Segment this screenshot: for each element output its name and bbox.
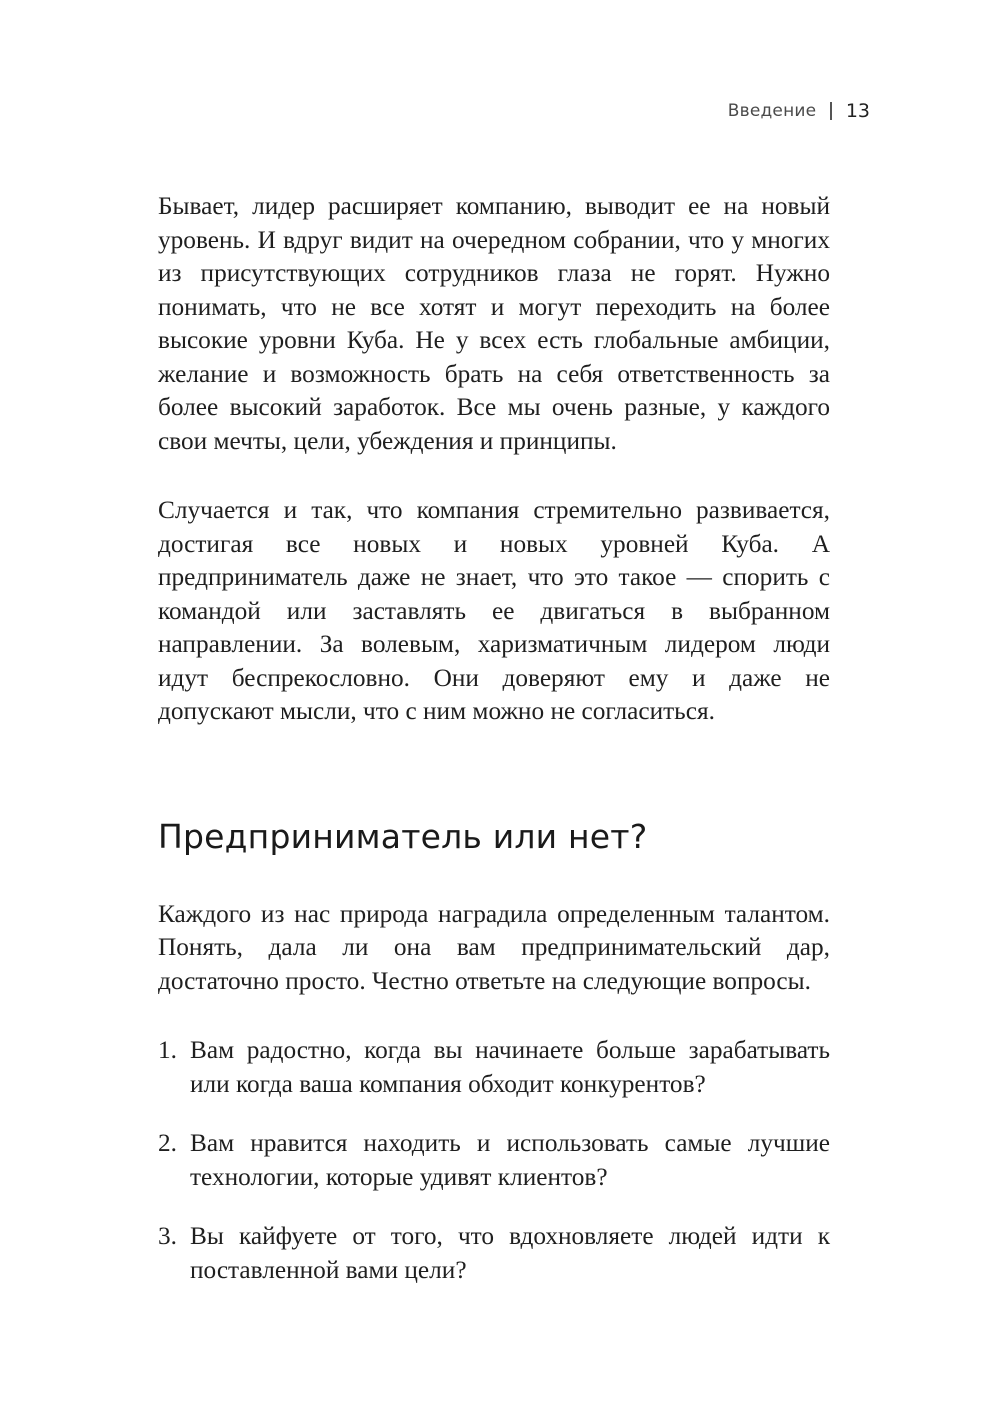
list-item-text: Вы кайфуете от того, что вдохновляете людей идти к поставленной вами цели? bbox=[190, 1222, 830, 1284]
section-intro: Каждого из нас природа наградила определенным талантом. Понять, дала ли она вам предпринимательский дар, достаточно просто. Честно ответьте на следующие вопросы. bbox=[158, 899, 830, 995]
header-divider bbox=[830, 102, 832, 120]
page-number: 13 bbox=[845, 100, 870, 122]
page-body bbox=[158, 190, 830, 1313]
list-item-number: 1. bbox=[158, 1036, 177, 1064]
list-item-text: Вам радостно, когда вы начинаете больше зарабатывать или когда ваша компания обходит конкурентов? bbox=[190, 1036, 830, 1098]
list-item-number: 2. bbox=[158, 1129, 177, 1157]
running-header-section: Введение bbox=[727, 101, 817, 121]
list-item bbox=[158, 1220, 830, 1287]
questions-list bbox=[158, 1034, 830, 1287]
paragraph-1: Бывает, лидер расширяет компанию, выводит ее на новый уровень. И вдруг видит на очередном собрании, что у многих из присутствующих сотрудников глаза не горят. Нужно понимать, что не все хотят и могут переходить на более высокие уровни Куба. Не у всех есть глобальные амбиции, желание и возможность брать на себя ответственность за более высокий заработок. Все мы очень разные, у каждого свои мечты, цели, убеждения и принципы. bbox=[158, 192, 830, 455]
list-item bbox=[158, 1127, 830, 1194]
running-header bbox=[728, 100, 870, 122]
list-item-text: Вам нравится находить и использовать самые лучшие технологии, которые удивят клиентов? bbox=[190, 1129, 830, 1191]
section-heading: Предприниматель или нет? bbox=[158, 816, 648, 856]
list-item-number: 3. bbox=[158, 1222, 177, 1250]
paragraph-2: Случается и так, что компания стремительно развивается, достигая все новых и новых уровней Куба. А предприниматель даже не знает, что это такое — спорить с командой или заставлять ее двигаться в выбранном направлении. За волевым, харизматичным лидером люди идут беспрекословно. Они доверяют ему и даже не допускают мысли, что с ним можно не согласиться. bbox=[158, 496, 830, 725]
list-item bbox=[158, 1034, 830, 1101]
